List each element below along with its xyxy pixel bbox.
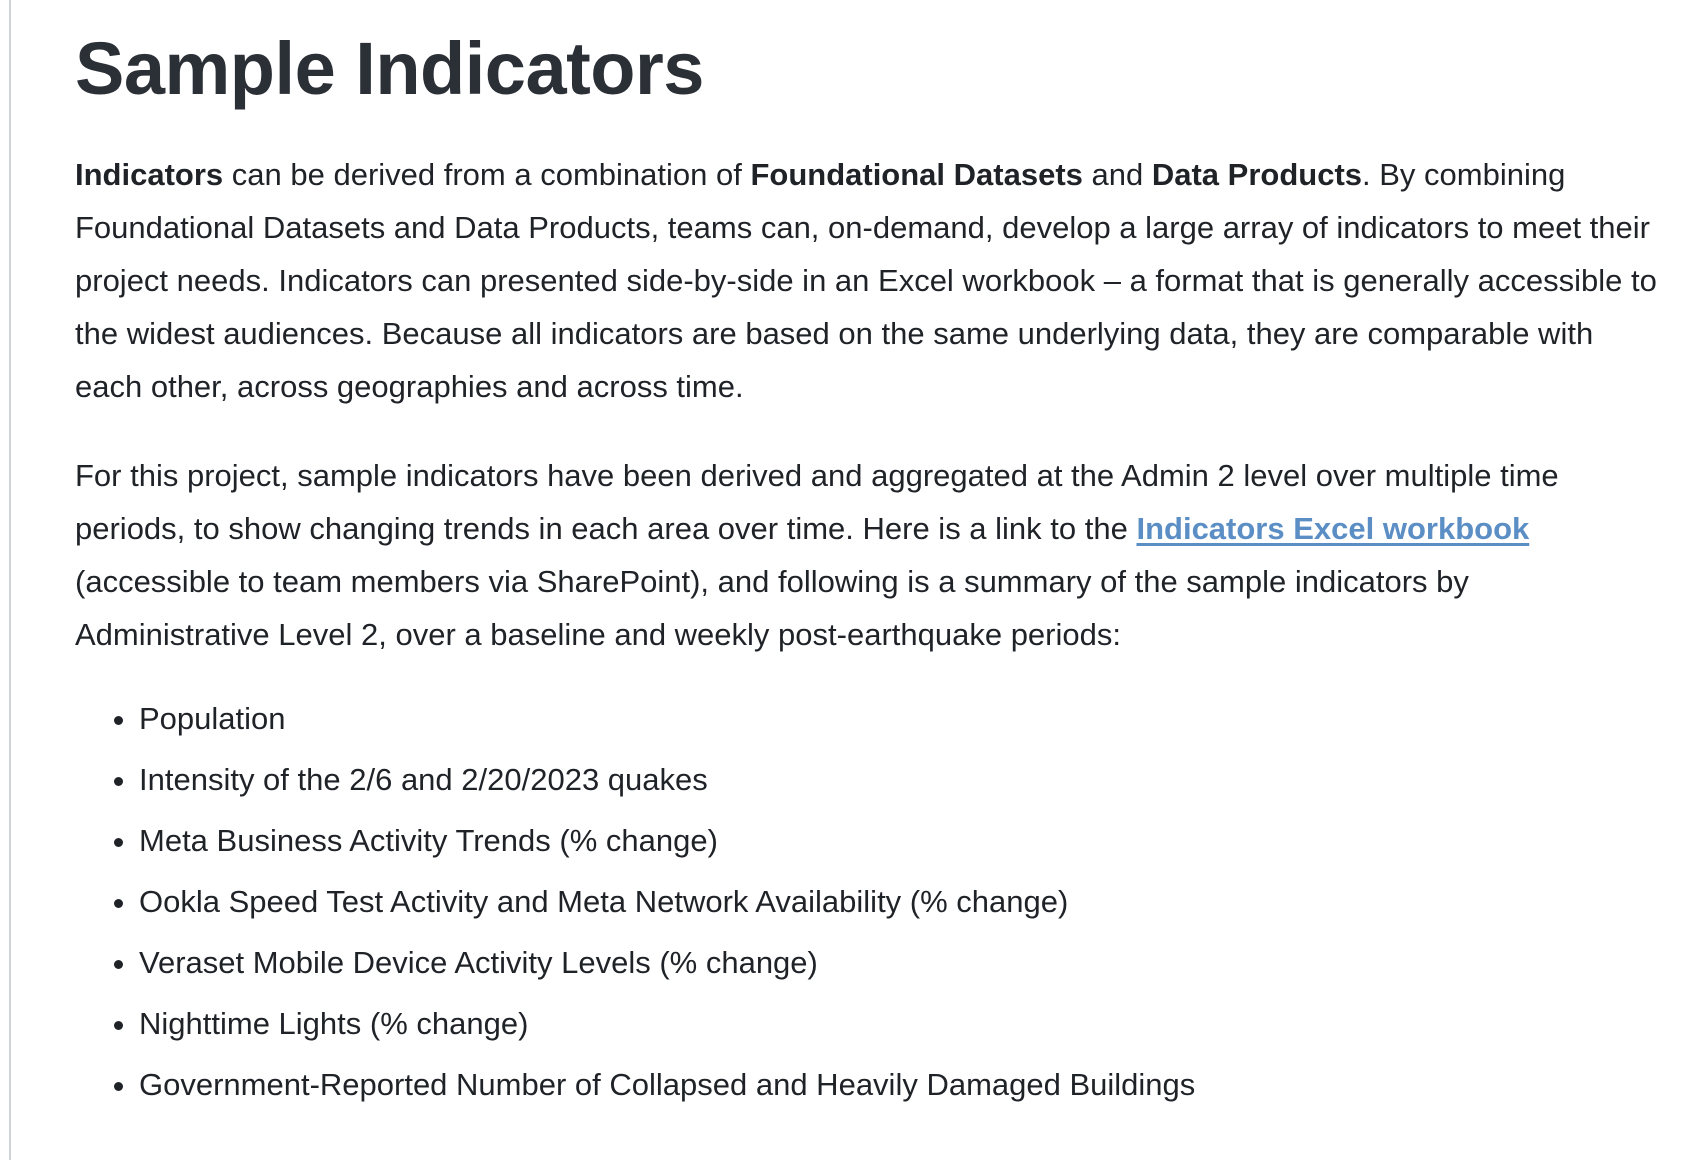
project-text-after-link: (accessible to team members via SharePoint), and following is a summary of the sample indicators by Administrative Level 2, over a baseline and weekly post-earthquake periods: xyxy=(75,564,1469,653)
indicators-workbook-link[interactable]: Indicators Excel workbook xyxy=(1136,511,1530,547)
term-indicators: Indicators xyxy=(75,157,224,193)
intro-text-2: and xyxy=(1082,157,1152,193)
list-item-business-activity: • Meta Business Activity Trends (% change) xyxy=(139,819,1665,862)
list-item-population: • Population xyxy=(139,697,1665,740)
document-content xyxy=(75,24,1665,1124)
indicators-list xyxy=(75,697,1665,1106)
list-item-network-availability: • Ookla Speed Test Activity and Meta Network Availability (% change) xyxy=(139,880,1665,923)
intro-text-1: can be derived from a combination of xyxy=(223,157,751,193)
page-title: Sample Indicators xyxy=(75,27,704,110)
list-item-mobile-activity: • Veraset Mobile Device Activity Levels (% change) xyxy=(139,941,1665,984)
project-text-before-link: For this project, sample indicators have been derived and aggregated at the Admin 2 level over multiple time periods, to show changing trends in each area over time. Here is a link to the xyxy=(75,458,1559,547)
project-paragraph xyxy=(75,449,1665,661)
intro-paragraph xyxy=(75,148,1665,413)
term-foundational-datasets: Foundational Datasets xyxy=(750,157,1083,193)
left-border-rule xyxy=(9,0,11,1160)
list-item-nighttime-lights: • Nighttime Lights (% change) xyxy=(139,1002,1665,1045)
term-data-products: Data Products xyxy=(1151,157,1363,193)
intro-text-3: . By combining Foundational Datasets and Data Products, teams can, on-demand, develop a large array of indicators to meet their project needs. Indicators can presented side-by-side in an Excel workbook – a format that is generally accessible to the widest audiences. Because all indicators are based on the same underlying data, they are comparable with each other, across geographies and across time. xyxy=(75,157,1657,405)
list-item-quake-intensity: • Intensity of the 2/6 and 2/20/2023 quakes xyxy=(139,758,1665,801)
list-item-damaged-buildings: • Government-Reported Number of Collapsed and Heavily Damaged Buildings xyxy=(139,1063,1665,1106)
